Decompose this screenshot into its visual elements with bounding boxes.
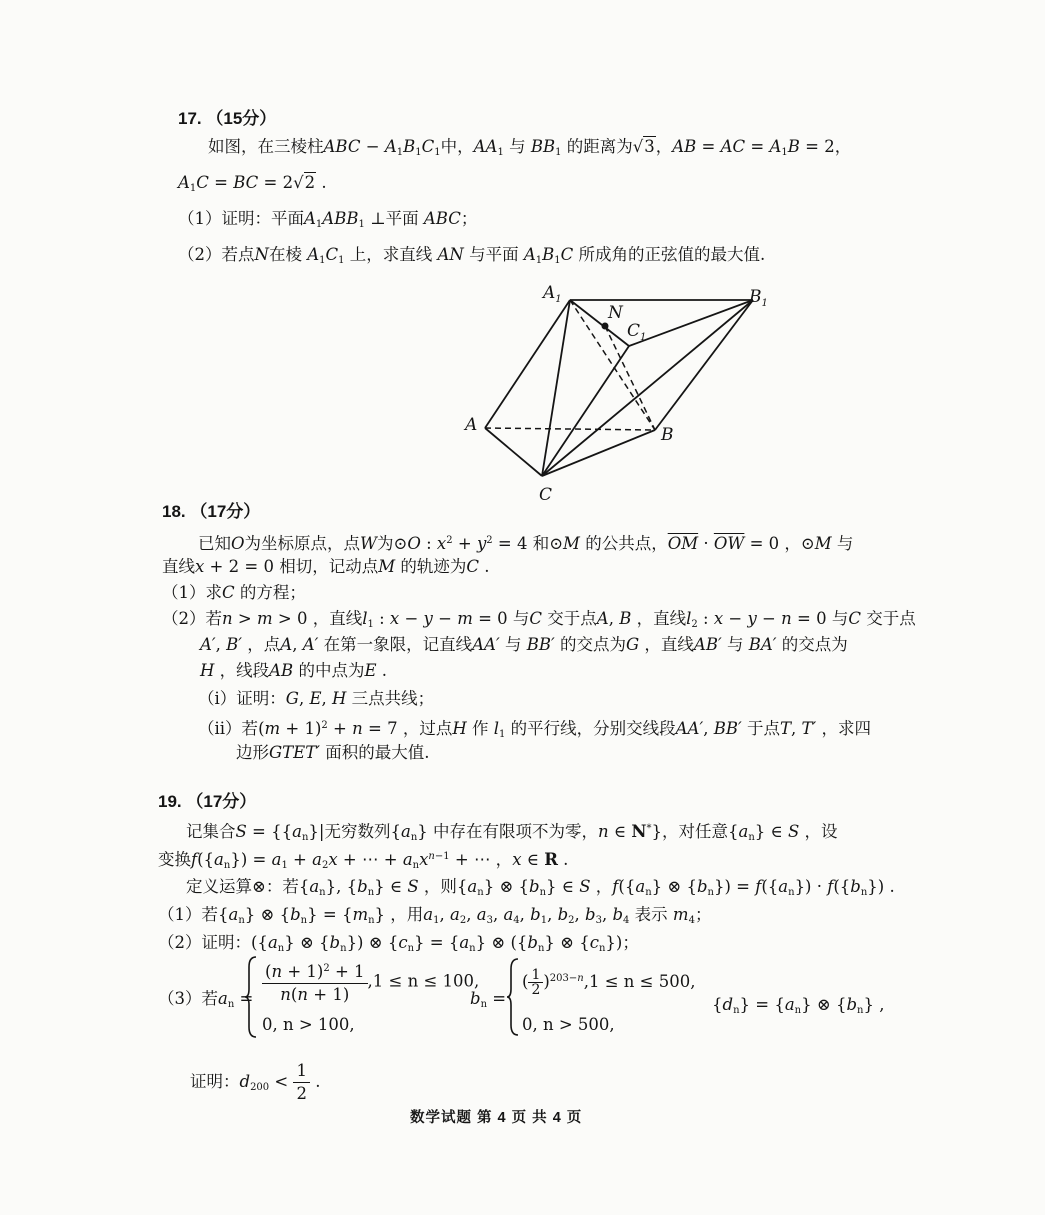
q19-number: 19. （17分） <box>158 792 257 811</box>
q19-b-case1: ( $\frac{1}{2}$ )$^{203-n}$,1 ≤ n ≤ 500, <box>522 967 696 998</box>
brace-b <box>506 957 520 1037</box>
label-C1: $C_1$ <box>627 321 647 343</box>
label-B: B <box>661 425 674 445</box>
page-footer: 数学试题 第 4 页 共 4 页 <box>410 1110 583 1126</box>
q18-stem-line2: 直线x + 2 = 0 相切，记动点M 的轨迹为C . <box>162 557 490 576</box>
q17-stem-line2: $A_1C$ = BC = 2√2 . <box>178 173 327 194</box>
q18-stem-line1: 已知O为坐标原点，点W为⊙O : $x^2 + y^2 = 4$ 和⊙M 的公共点，$\overline{OM} \cdot \overline{OW} = 0$ ，⊙M 与 <box>198 534 854 553</box>
q18-subpart-i: （ⅰ）证明：G, E, H 三点共线； <box>198 689 435 708</box>
q17-stem-line1: 如图，在三棱柱ABC − $A_1B_1C_1$中，$AA_1$ 与 $BB_1$ 的距离为√3，AB = AC = $A_1B = 2$， <box>208 137 852 158</box>
q17-part1: （1）证明：平面$A_1ABB_1$ ⊥平面 ABC； <box>178 209 478 230</box>
label-N: N <box>608 303 623 323</box>
label-C: C <box>539 485 553 505</box>
q19-stem-line2: 变换$f(\{a_n\}) = a_1 + a_2x$ + ⋯ + $a_nx^{n-1}$ + ⋯ ，x ∈ R . <box>158 850 569 871</box>
q19-b-label: $b_n$ = <box>470 989 507 1010</box>
q19-d-def: $\{d_n\} = \{a_n\}$ ⊗ $\{b_n\}$ , <box>712 995 885 1016</box>
label-B1: $B_1$ <box>749 287 768 309</box>
q18-part2-line3: H ，线段AB 的中点为E . <box>200 661 387 680</box>
q19-part1: （1）若$\{a_n\}$ ⊗ $\{b_n\} = \{m_n\}$ ，用$a_1$, $a_2$, $a_3$, $a_4$, $b_1$, $b_2$, $b_3$, $b_4$ 表示 $m_4$； <box>158 905 712 926</box>
q18-part1: （1）求C 的方程； <box>162 583 306 602</box>
q19-stem-line3: 定义运算⊗：若$\{a_n\}$, $\{b_n\}$ ∈ S ，则$\{a_n\}$ ⊗ $\{b_n\}$ ∈ S ，$f(\{a_n\}$ ⊗ $\{b_n\}) = f(\{a_n\}) \cdot f(\{b_n\})$ . <box>186 877 895 898</box>
brace-a <box>244 955 258 1039</box>
q19-a-case1: $\frac{(n + 1)^2 + 1}{n(n + 1)}$ ,1 ≤ n ≤ 100, <box>262 958 479 1006</box>
q19-part3-label: （3）若$a_n$ = <box>158 989 254 1010</box>
q19-a-case2: 0, n > 100, <box>262 1015 355 1034</box>
q17-part2: （2）若点N在棱 $A_1C_1$ 上，求直线 AN 与平面 $A_1B_1C$ 所成角的正弦值的最大值. <box>178 245 766 266</box>
label-A: A <box>465 415 478 435</box>
q19-stem-line1: 记集合$S = \{\{a_n\}|$无穷数列$\{a_n\}$ 中存在有限项不为零，n ∈ N*}，对任意$\{a_n\}$ ∈ S ，设 <box>186 822 838 843</box>
q19-prove: 证明：$d_{200}$ < $\frac{1}{2}$ . <box>190 1061 321 1103</box>
q19-part2: （2）证明：($\{a_n\}$ ⊗ $\{b_n\}$) ⊗ $\{c_n\} = \{a_n\}$ ⊗ ($\{b_n\}$ ⊗ $\{c_n\}$)； <box>158 933 639 954</box>
label-A1: $A_1$ <box>543 283 562 305</box>
q17-number: 17. （15分） <box>178 109 277 128</box>
q18-subpart-ii-line2: 边形GTET′ 面积的最大值. <box>236 743 430 762</box>
q19-b-case2: 0, n > 500, <box>522 1015 615 1034</box>
prism-figure <box>455 280 785 505</box>
q18-part2-line1: （2）若n > m > 0 ，直线$l_1$ : x − y − m = 0 与C 交于点A, B ，直线$l_2$ : x − y − n = 0 与C 交于点 <box>162 609 916 630</box>
q18-subpart-ii-line1: （ⅱ）若$(m + 1)^2 + n = 7$ ，过点H 作 $l_1$ 的平行线，分别交线段AA′, BB′ 于点T, T′ ，求四 <box>198 719 871 740</box>
q18-part2-line2: A′, B′ ，点A, A′ 在第一象限，记直线AA′ 与 BB′ 的交点为G ，直线AB′ 与 BA′ 的交点为 <box>200 635 848 654</box>
q18-number: 18. （17分） <box>162 502 261 521</box>
